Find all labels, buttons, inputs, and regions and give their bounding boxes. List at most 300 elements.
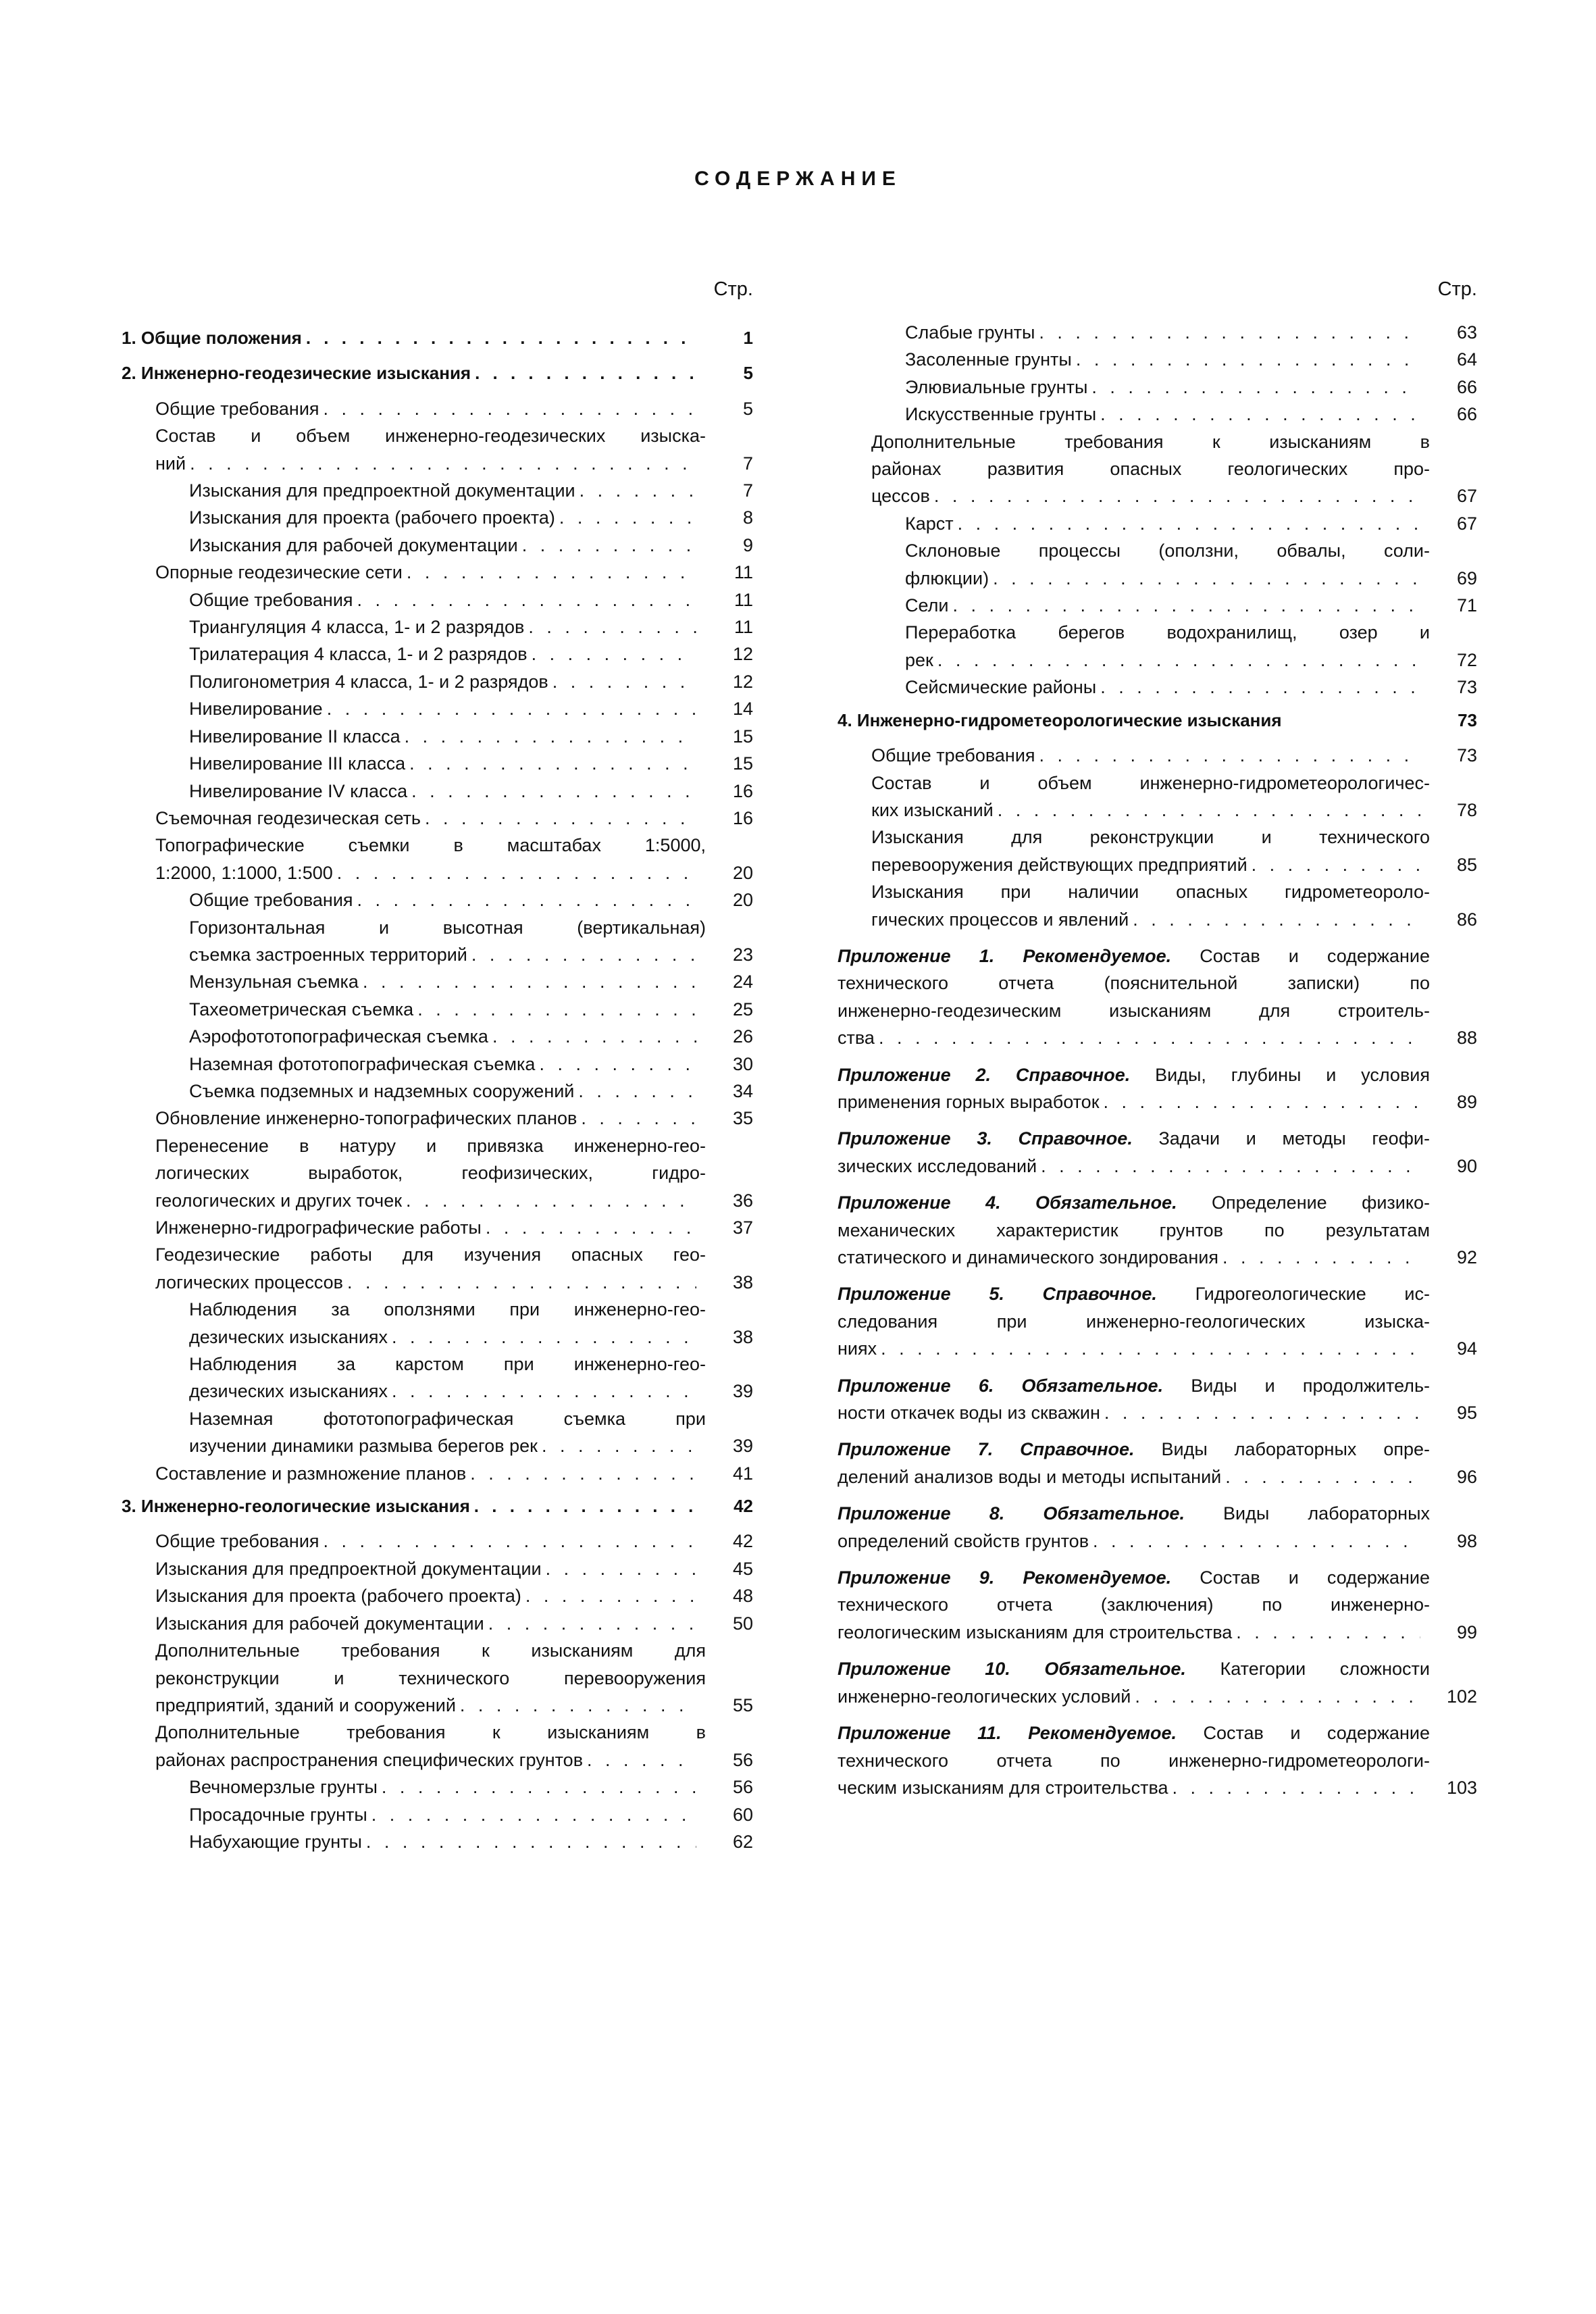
toc-entry-title: перевооружения действующих предприятий: [871, 854, 1247, 875]
toc-entry-text: Склоновые процессы (оползни, обвалы, соли-: [905, 540, 1430, 561]
page-number: 55: [732, 1694, 753, 1715]
dot-leader: [357, 586, 696, 613]
toc-entry-title: Тахеометрическая съемка: [189, 999, 414, 1020]
toc-entry: [122, 668, 753, 695]
toc-entry: [838, 674, 1477, 701]
page-number: 5: [743, 363, 753, 384]
toc-entry-title: изучении динамики размыва берегов рек: [189, 1436, 538, 1457]
toc-entry: [838, 1280, 1477, 1362]
dot-leader: [460, 1692, 696, 1719]
toc-entry-title: Нивелирование IV класса: [189, 780, 408, 801]
toc-entry-title: 2. Инженерно-геодезические изыскания: [122, 363, 471, 384]
toc-entry: [122, 395, 753, 422]
dot-leader: [1093, 1528, 1420, 1555]
toc-entry-title: ства: [838, 1028, 875, 1049]
toc-entry-text: Топографические съемки в масштабах 1:5000,: [155, 835, 706, 856]
page-number: 85: [1456, 854, 1477, 875]
toc-entry-text: Наблюдения за карстом при инженерно-гео-: [189, 1354, 706, 1375]
toc-entry-text: Дополнительные требования к изысканиям в: [155, 1722, 706, 1743]
toc-entry-title: Обновление инженерно-топографических планов: [155, 1108, 577, 1129]
toc-entry-text: Приложение 5. Справочное. Гидрогеологические ис- следования при инженерно-геологических изыска-: [838, 1284, 1430, 1332]
page-column-header: Стр.: [1437, 278, 1477, 300]
toc-entry: [122, 1241, 753, 1296]
toc-entry-text: Наземная фототопографическая съемка при: [189, 1408, 706, 1429]
page-number: 69: [1456, 568, 1477, 588]
toc-entry-title: Общие требования: [189, 890, 353, 911]
page-number: 71: [1456, 595, 1477, 616]
toc-entry-title: Съемка подземных и надземных сооружений: [189, 1080, 575, 1101]
dot-leader: [952, 592, 1420, 619]
page-number: 95: [1456, 1403, 1477, 1424]
toc-entry-title: съемка застроенных территорий: [189, 944, 467, 965]
toc-entry-title: 1:2000, 1:1000, 1:500: [155, 862, 333, 883]
dot-leader: [587, 1746, 696, 1774]
page-number: 12: [732, 671, 753, 692]
toc-column-right: [838, 278, 1477, 1801]
toc-entry: [122, 968, 753, 995]
page-number: 88: [1456, 1028, 1477, 1049]
toc-entry-title: Изыскания для рабочей документации: [155, 1613, 484, 1634]
toc-entry-title: логических процессов: [155, 1272, 343, 1292]
dot-leader: [879, 1024, 1420, 1051]
dot-leader: [1225, 1463, 1420, 1490]
page-number: 50: [732, 1613, 753, 1634]
toc-entry: [122, 1105, 753, 1132]
toc-entry-text: Изыскания для реконструкции и технического: [871, 827, 1430, 848]
page-number: 37: [732, 1217, 753, 1238]
toc-entry: [122, 1610, 753, 1637]
page-number: 14: [732, 699, 753, 720]
page-number: 9: [742, 534, 753, 555]
toc-entry-title: ческим изысканиям для строительства: [838, 1777, 1168, 1798]
toc-entry-title: Слабые грунты: [905, 322, 1035, 343]
toc-entry: [122, 1555, 753, 1582]
dot-leader: [539, 1051, 696, 1078]
page-number: 15: [732, 753, 753, 774]
toc-entry: [122, 477, 753, 504]
page-number: 94: [1456, 1338, 1477, 1359]
toc-entry: [122, 1719, 753, 1774]
dot-leader: [1236, 1619, 1420, 1646]
page-number: 39: [732, 1436, 753, 1457]
toc-entry: [122, 1637, 753, 1719]
toc-entry-text: Состав и объем инженерно-геодезических изыска-: [155, 426, 706, 447]
toc-entry: [122, 1405, 753, 1460]
dot-leader: [1091, 374, 1420, 401]
appendix-label: Приложение 9. Рекомендуемое.: [838, 1567, 1172, 1588]
page-number: 36: [732, 1190, 753, 1211]
page-number: 1: [743, 328, 753, 348]
page-number: 24: [732, 972, 753, 992]
toc-entry-title: статического и динамического зондирования: [838, 1247, 1218, 1267]
toc-entry-title: дезических изысканиях: [189, 1381, 388, 1402]
page-number: 23: [732, 944, 753, 965]
toc-entry-title: Наземная фототопографическая съемка: [189, 1053, 536, 1074]
page-column-header: Стр.: [713, 278, 753, 300]
page-number: 73: [1456, 745, 1477, 766]
page-number: 62: [732, 1831, 753, 1852]
toc-entry: [122, 613, 753, 640]
dot-leader: [306, 324, 696, 351]
appendix-label: Приложение 8. Обязательное.: [838, 1503, 1185, 1524]
toc-entry: [838, 1125, 1477, 1180]
toc-entry: [122, 1460, 753, 1487]
dot-leader: [347, 1269, 696, 1296]
toc-entry-title: Засоленные грунты: [905, 349, 1072, 370]
toc-entry-title: Аэрофототопографическая съемка: [189, 1026, 488, 1047]
toc-entry-title: Опорные геодезические сети: [155, 562, 403, 583]
dot-leader: [993, 565, 1420, 592]
dot-leader: [581, 1105, 696, 1132]
toc-entry-title: Мензульная съемка: [189, 972, 359, 992]
page-number: 67: [1456, 513, 1477, 534]
toc-list-left: [122, 324, 753, 1855]
dot-leader: [371, 1801, 696, 1828]
dot-leader: [470, 1460, 696, 1487]
toc-entry: [838, 428, 1477, 510]
toc-entry: [122, 996, 753, 1023]
toc-entry-title: 3. Инженерно-геологические изыскания: [122, 1496, 470, 1517]
page-number: 103: [1446, 1777, 1477, 1798]
toc-entry: [122, 778, 753, 805]
page-number: 63: [1456, 322, 1477, 343]
toc-entry: [122, 559, 753, 586]
toc-entry-title: делений анализов воды и методы испытаний: [838, 1466, 1222, 1487]
dot-leader: [546, 1555, 696, 1582]
dot-leader: [324, 1528, 696, 1555]
dot-leader: [1100, 674, 1420, 701]
dot-leader: [471, 941, 696, 968]
dot-leader: [1039, 319, 1420, 346]
toc-entry-title: Полигонометрия 4 класса, 1- и 2 разрядов: [189, 671, 548, 692]
dot-leader: [411, 778, 696, 805]
toc-entry: [838, 1655, 1477, 1710]
page-number: 96: [1456, 1466, 1477, 1487]
page-number: 30: [732, 1053, 753, 1074]
toc-entry: [838, 707, 1477, 734]
page-number: 98: [1456, 1530, 1477, 1551]
appendix-label: Приложение 10. Обязательное.: [838, 1659, 1186, 1680]
toc-entry: [122, 1528, 753, 1555]
dot-leader: [190, 450, 696, 477]
appendix-label: Приложение 3. Справочное.: [838, 1128, 1133, 1149]
toc-entry-title: Набухающие грунты: [189, 1831, 362, 1852]
dot-leader: [392, 1378, 696, 1405]
toc-entry-title: Сели: [905, 595, 949, 616]
page-number: 92: [1456, 1247, 1477, 1267]
toc-entry: [838, 742, 1477, 769]
dot-leader: [1173, 1774, 1420, 1801]
toc-entry-title: ний: [155, 453, 186, 474]
toc-entry: [838, 878, 1477, 933]
toc-entry: [838, 1061, 1477, 1116]
page-number: 45: [732, 1558, 753, 1579]
toc-entry: [838, 619, 1477, 674]
toc-entry-title: предприятий, зданий и сооружений: [155, 1694, 456, 1715]
toc-entry-text: Приложение 9. Рекомендуемое. Состав и содержание технического отчета (заключения) по инженерно-: [838, 1567, 1430, 1615]
page-number: 8: [742, 507, 753, 528]
toc-entry-title: Нивелирование: [189, 699, 323, 720]
toc-entry: [838, 346, 1477, 373]
toc-entry-title: районах распространения специфических грунтов: [155, 1749, 584, 1770]
toc-entry: [122, 1296, 753, 1351]
page-number: 56: [732, 1777, 753, 1798]
toc-entry: [838, 592, 1477, 619]
toc-entry: [122, 1774, 753, 1801]
dot-leader: [327, 695, 696, 722]
toc-entry: [122, 723, 753, 750]
page-number: 48: [732, 1586, 753, 1607]
dot-leader: [488, 1610, 696, 1637]
toc-entry-text: Приложение 10. Обязательное. Категории сложности: [838, 1659, 1430, 1680]
toc-entry-text: Приложение 3. Справочное. Задачи и методы геофи-: [838, 1128, 1430, 1149]
toc-entry-text: Переработка берегов водохранилищ, озер и: [905, 622, 1430, 643]
toc-entry-title: Нивелирование III класса: [189, 753, 406, 774]
toc-entry: [122, 1078, 753, 1105]
page-number: 20: [732, 890, 753, 911]
page-number: 5: [742, 398, 753, 419]
toc-list-right: [838, 319, 1477, 1801]
toc-entry-title: 1. Общие положения: [122, 328, 302, 348]
toc-entry: [122, 886, 753, 913]
toc-entry: [838, 770, 1477, 824]
page-number: 90: [1456, 1155, 1477, 1176]
page-number: 38: [732, 1272, 753, 1292]
page-number: 78: [1456, 799, 1477, 820]
toc-entry-text: Геодезические работы для изучения опасных гео-: [155, 1244, 706, 1265]
page-number: 89: [1456, 1091, 1477, 1112]
toc-entry-text: Горизонтальная и высотная (вертикальная): [189, 917, 706, 938]
appendix-label: Приложение 11. Рекомендуемое.: [838, 1723, 1177, 1744]
toc-entry-title: Сейсмические районы: [905, 677, 1097, 698]
toc-entry: [838, 537, 1477, 592]
appendix-label: Приложение 4. Обязательное.: [838, 1192, 1177, 1213]
dot-leader: [1100, 401, 1420, 428]
page-number: 7: [742, 453, 753, 474]
toc-entry: [122, 586, 753, 613]
page-number: 60: [732, 1804, 753, 1825]
toc-entry: [838, 942, 1477, 1052]
toc-entry: [838, 1500, 1477, 1555]
toc-entry: [838, 1564, 1477, 1646]
dot-leader: [486, 1214, 696, 1241]
toc-entry-text: Приложение 8. Обязательное. Виды лабораторных: [838, 1503, 1430, 1524]
toc-entry-text: Состав и объем инженерно-гидрометеорологичес-: [871, 772, 1430, 793]
page-number: 16: [732, 780, 753, 801]
toc-entry: [838, 824, 1477, 878]
toc-entry: [122, 1582, 753, 1609]
dot-leader: [417, 996, 696, 1023]
dot-leader: [492, 1023, 696, 1050]
page-number: 25: [732, 999, 753, 1020]
toc-entry-title: Составление и размножение планов: [155, 1463, 467, 1484]
page-number: 66: [1456, 376, 1477, 397]
page-number: 35: [732, 1108, 753, 1129]
dot-leader: [363, 968, 696, 995]
toc-entry-title: Трилатерация 4 класса, 1- и 2 разрядов: [189, 644, 527, 665]
toc-entry-title: Элювиальные грунты: [905, 376, 1088, 397]
toc-entry-title: инженерно-геологических условий: [838, 1686, 1131, 1707]
toc-entry: [122, 1214, 753, 1241]
toc-entry-text: Приложение 7. Справочное. Виды лабораторных опре-: [838, 1439, 1430, 1460]
toc-entry: [122, 1132, 753, 1214]
appendix-label: Приложение 2. Справочное.: [838, 1064, 1131, 1085]
dot-leader: [1104, 1399, 1420, 1426]
dot-leader: [324, 395, 696, 422]
toc-entry-title: цессов: [871, 486, 930, 507]
toc-entry-title: Общие требования: [189, 589, 353, 610]
toc-entry: [838, 319, 1477, 346]
toc-entry-title: зических исследований: [838, 1155, 1037, 1176]
toc-entry: [838, 374, 1477, 401]
toc-entry-title: Изыскания для проекта (рабочего проекта): [189, 507, 555, 528]
dot-leader: [409, 750, 696, 777]
page-number: 73: [1458, 709, 1477, 730]
toc-entry: [122, 805, 753, 832]
toc-entry-text: Перенесение в натуру и привязка инженерно-гео- логических выработок, геофизических, гидро-: [155, 1135, 706, 1184]
dot-leader: [937, 647, 1420, 674]
page-number: 20: [732, 862, 753, 883]
dot-leader: [522, 532, 696, 559]
toc-entry: [122, 750, 753, 777]
toc-entry-title: Инженерно-гидрографические работы: [155, 1217, 482, 1238]
toc-entry-title: геологических и других точек: [155, 1190, 403, 1211]
page-number: 102: [1446, 1686, 1477, 1707]
page-number: 15: [732, 726, 753, 747]
toc-entry-title: Изыскания для предпроектной документации: [155, 1558, 542, 1579]
toc-entry-title: Искусственные грунты: [905, 404, 1097, 425]
toc-entry-title: Просадочные грунты: [189, 1804, 367, 1825]
toc-entry: [122, 1351, 753, 1405]
toc-entry-text: Дополнительные требования к изысканиям для реконструкции и технического перевооружения: [155, 1640, 706, 1688]
dot-leader: [382, 1774, 696, 1801]
toc-entry: [122, 1801, 753, 1828]
toc-entry-title: определений свойств грунтов: [838, 1530, 1089, 1551]
page-number: 42: [732, 1531, 753, 1552]
toc-entry-title: 4. Инженерно-гидрометеорологические изыскания: [838, 709, 1282, 730]
dot-leader: [559, 504, 696, 531]
toc-entry-text: Приложение 4. Обязательное. Определение физико- механических характеристик грунтов по результатам: [838, 1192, 1430, 1240]
toc-entry: [122, 1492, 753, 1519]
page-number: 26: [732, 1026, 753, 1047]
dot-leader: [1135, 1683, 1420, 1710]
page-number: 66: [1456, 404, 1477, 425]
page-number: 34: [732, 1080, 753, 1101]
toc-entry-title: применения горных выработок: [838, 1091, 1100, 1112]
toc-entry-title: Изыскания для рабочей документации: [189, 534, 518, 555]
toc-entry: [838, 1372, 1477, 1427]
dot-leader: [1252, 851, 1420, 878]
page-number: 11: [733, 589, 753, 610]
page-number: 56: [732, 1749, 753, 1770]
dot-leader: [1133, 906, 1420, 933]
page-number: 73: [1456, 677, 1477, 698]
dot-leader: [475, 359, 696, 386]
toc-entry: [122, 1051, 753, 1078]
dot-leader: [528, 613, 696, 640]
appendix-label: Приложение 5. Справочное.: [838, 1284, 1157, 1305]
dot-leader: [1222, 1244, 1420, 1271]
toc-entry: [122, 324, 753, 351]
page-title: СОДЕРЖАНИЕ: [694, 168, 902, 190]
dot-leader: [958, 510, 1420, 537]
page-number: 39: [732, 1381, 753, 1402]
toc-entry-title: Общие требования: [155, 1531, 319, 1552]
toc-entry-text: Приложение 6. Обязательное. Виды и продолжитель-: [838, 1375, 1430, 1396]
page-number: 16: [732, 807, 753, 828]
toc-entry-title: ности откачек воды из скважин: [838, 1403, 1100, 1424]
dot-leader: [357, 886, 696, 913]
page-number: 42: [733, 1496, 753, 1517]
toc-entry: [122, 1828, 753, 1855]
page-number: 72: [1456, 649, 1477, 670]
toc-entry-title: рек: [905, 649, 933, 670]
toc-entry-title: Изыскания для проекта (рабочего проекта): [155, 1586, 521, 1607]
toc-entry: [122, 640, 753, 668]
page-number: 38: [732, 1326, 753, 1347]
toc-entry-title: ких изысканий: [871, 799, 994, 820]
dot-leader: [406, 1187, 696, 1214]
toc-entry-title: Нивелирование II класса: [189, 726, 401, 747]
dot-leader: [474, 1492, 696, 1519]
dot-leader: [337, 859, 696, 886]
toc-entry: [122, 1023, 753, 1050]
page-number: 7: [742, 480, 753, 501]
page-number: 86: [1456, 909, 1477, 930]
toc-entry: [838, 401, 1477, 428]
appendix-label: Приложение 1. Рекомендуемое.: [838, 945, 1172, 966]
toc-entry-text: Приложение 11. Рекомендуемое. Состав и содержание технического отчета по инженерно-гидрометеорологи-: [838, 1723, 1431, 1771]
page-number: 12: [732, 644, 753, 665]
toc-entry: [838, 1719, 1477, 1801]
toc-entry-title: гических процессов и явлений: [871, 909, 1129, 930]
dot-leader: [532, 640, 696, 668]
dot-leader: [392, 1324, 696, 1351]
toc-entry-title: Карст: [905, 513, 954, 534]
toc-column-left: [122, 278, 753, 1855]
toc-entry: [122, 532, 753, 559]
toc-entry-title: Триангуляция 4 класса, 1- и 2 разрядов: [189, 617, 525, 638]
appendix-label: Приложение 6. Обязательное.: [838, 1375, 1164, 1396]
toc-entry: [122, 914, 753, 969]
page-number: 41: [732, 1463, 753, 1484]
dot-leader: [366, 1828, 696, 1855]
dot-leader: [552, 668, 696, 695]
dot-leader: [525, 1582, 696, 1609]
toc-entry-text: Изыскания при наличии опасных гидрометеороло-: [871, 882, 1430, 903]
toc-entry-text: Приложение 1. Рекомендуемое. Состав и содержание технического отчета (пояснительной записки) по инженерно-геодезическим изысканиям для строитель-: [838, 945, 1430, 1021]
toc-entry-title: дезических изысканиях: [189, 1326, 388, 1347]
page-number: 67: [1456, 486, 1477, 507]
toc-entry-text: Дополнительные требования к изысканиям в районах развития опасных геологических про-: [871, 431, 1430, 480]
toc-entry: [122, 832, 753, 886]
dot-leader: [542, 1432, 696, 1459]
toc-entry-title: геологическим изысканиям для строительства: [838, 1621, 1233, 1642]
toc-entry: [122, 422, 753, 477]
dot-leader: [1076, 346, 1420, 373]
toc-entry-text: Наблюдения за оползнями при инженерно-гео-: [189, 1299, 706, 1320]
dot-leader: [578, 1078, 696, 1105]
dot-leader: [1039, 742, 1420, 769]
dot-leader: [580, 477, 696, 504]
page-number: 99: [1456, 1621, 1477, 1642]
toc-entry: [122, 695, 753, 722]
toc-entry-title: Изыскания для предпроектной документации: [189, 480, 575, 501]
toc-entry-title: Съемочная геодезическая сеть: [155, 807, 421, 828]
toc-entry: [838, 1436, 1477, 1490]
dot-leader: [881, 1335, 1420, 1362]
toc-entry: [122, 359, 753, 386]
